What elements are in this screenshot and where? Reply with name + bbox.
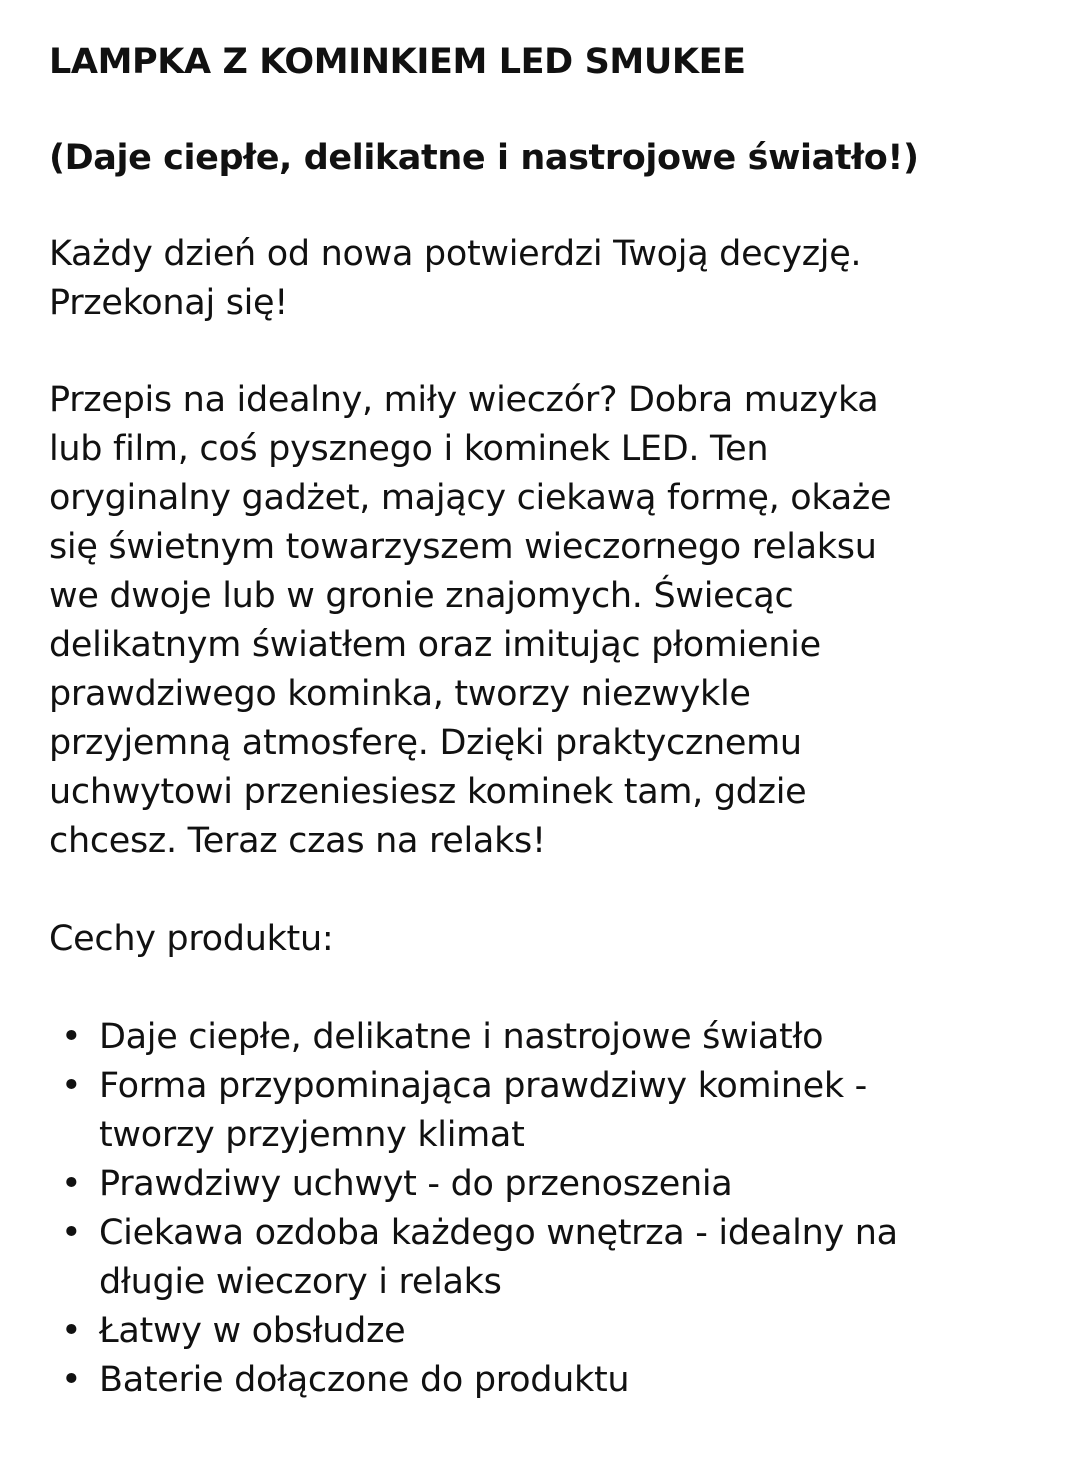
feature-item: [49, 1160, 1049, 1209]
description-line: lub film, coś pysznego i kominek LED. Ten: [49, 429, 769, 469]
bullet-icon: •: [61, 1213, 82, 1253]
product-title: LAMPKA Z KOMINKIEM LED SMUKEE: [49, 42, 746, 82]
intro-line: Każdy dzień od nowa potwierdzi Twoją decyzję.: [49, 234, 862, 274]
product-description: [49, 38, 1049, 1405]
bullet-icon: •: [61, 1066, 82, 1106]
description-paragraph: [49, 376, 1049, 866]
intro-line: Przekonaj się!: [49, 283, 289, 323]
bullet-icon: •: [61, 1017, 82, 1057]
feature-item: [49, 1062, 1049, 1160]
description-line: Przepis na idealny, miły wieczór? Dobra muzyka: [49, 380, 879, 420]
feature-item: [49, 1356, 1049, 1405]
features-list: [49, 1013, 1049, 1405]
feature-text: Ciekawa ozdoba każdego wnętrza - idealny na: [99, 1213, 898, 1253]
feature-text: długie wieczory i relaks: [99, 1262, 502, 1302]
feature-text: Forma przypominająca prawdziwy kominek -: [99, 1066, 867, 1106]
feature-text: Baterie dołączone do produktu: [99, 1360, 630, 1400]
description-line: prawdziwego kominka, tworzy niezwykle: [49, 674, 751, 714]
description-line: oryginalny gadżet, mający ciekawą formę, okaże: [49, 478, 892, 518]
feature-text: Prawdziwy uchwyt - do przenoszenia: [99, 1164, 733, 1204]
description-line: we dwoje lub w gronie znajomych. Świecąc: [49, 576, 794, 616]
feature-text: tworzy przyjemny klimat: [99, 1115, 525, 1155]
bullet-icon: •: [61, 1164, 82, 1204]
description-line: przyjemną atmosferę. Dzięki praktycznemu: [49, 723, 802, 763]
feature-item: [49, 1013, 1049, 1062]
bullet-icon: •: [61, 1360, 82, 1400]
description-line: chcesz. Teraz czas na relaks!: [49, 821, 546, 861]
feature-item: [49, 1209, 1049, 1307]
description-line: uchwytowi przeniesiesz kominek tam, gdzie: [49, 772, 807, 812]
description-line: delikatnym światłem oraz imitując płomienie: [49, 625, 821, 665]
features-heading: Cechy produktu:: [49, 919, 334, 959]
bullet-icon: •: [61, 1311, 82, 1351]
intro-paragraph: [49, 230, 1049, 328]
description-line: się świetnym towarzyszem wieczornego relaksu: [49, 527, 877, 567]
feature-text: Daje ciepłe, delikatne i nastrojowe światło: [99, 1017, 824, 1057]
feature-item: [49, 1307, 1049, 1356]
product-subtitle: (Daje ciepłe, delikatne i nastrojowe światło!): [49, 138, 919, 178]
feature-text: Łatwy w obsłudze: [99, 1311, 406, 1351]
